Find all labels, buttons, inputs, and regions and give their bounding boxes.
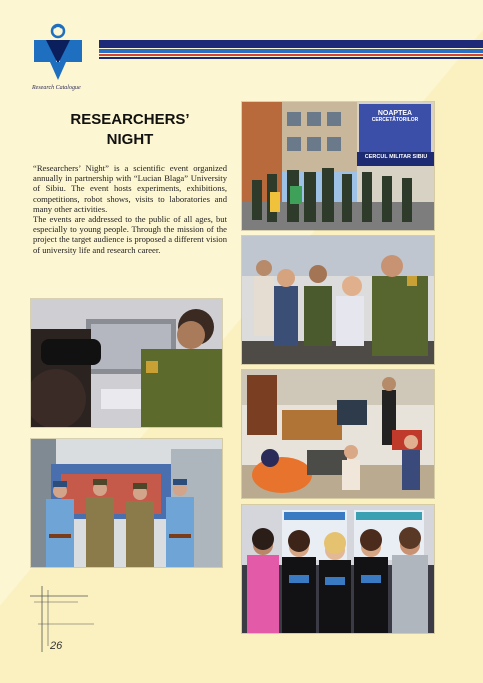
sign-line-1: NOAPTEA [377, 110, 413, 117]
photo-robotics-exhibit [242, 370, 434, 498]
photo-honor-guard [31, 439, 222, 567]
photo-soldier-demo [242, 236, 434, 364]
title-line-1: RESEARCHERS’ [70, 111, 190, 128]
photo-vr-headset [31, 299, 222, 427]
title-line-2: NIGHT [106, 131, 154, 148]
photo-group-posters [242, 505, 434, 633]
event-description [33, 163, 227, 255]
paragraph-2: The events are addressed to the public of all ages, but especially to young people. Through the mission of the project the target audience is proposed a different vision of university life and research career. [33, 214, 227, 255]
sign-noaptea [364, 110, 426, 123]
corner-decoration [28, 586, 98, 656]
photo-event-building [242, 102, 434, 230]
paragraph-1: “Researchers’ Night” is a scientific event organized annually in partnership with “Lucian Blaga” University of Sibiu. The event hosts experiments, exhibitions, competitions, robot shows, visits to laboratories and many other activities. [33, 163, 227, 214]
page-number: 26 [50, 640, 63, 652]
sign-line-2: CERCETĂTORILOR [371, 117, 419, 123]
header-stripes [99, 40, 483, 62]
building-sign: CERCUL MILITAR SIBIU [364, 154, 428, 160]
page-title [40, 110, 220, 150]
catalogue-label: Research Catalogue [32, 85, 81, 91]
institution-logo [32, 22, 84, 82]
